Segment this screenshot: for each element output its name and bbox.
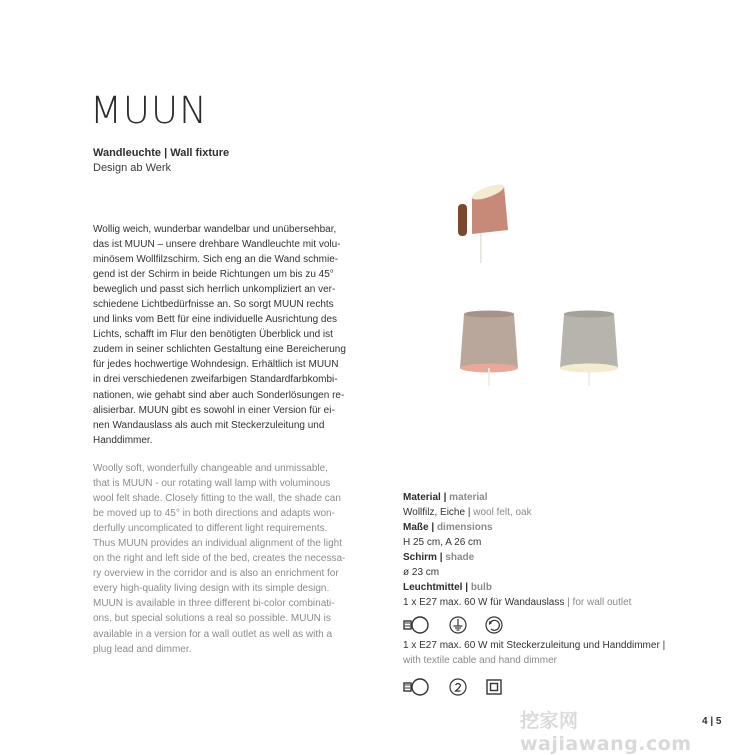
text-line: und links vom Bett für eine individuelle Ausrichtung des [93,314,338,326]
bulb-icon [403,677,431,697]
icon-row-wall-outlet [403,612,665,638]
specifications [403,490,665,700]
text-line: schiedene Lichtbedürfnisse an. So sorgt MUUN rechts [93,299,334,311]
dimensions-value: H 25 cm, A 26 cm [403,537,482,548]
text-line: Thus MUUN provides an individual alignment of the light [93,538,343,550]
text-line: Lichts, schafft im Flur den benötigten Überblick und ist [93,329,333,341]
text-line: be moved up to 45° in both directions and adapts won- [93,508,335,520]
text-line: alisierbar. MUUN gibt es sowohl in einer Version für ei- [93,404,335,416]
text-line: minösem Wollfilzschirm. Sich eng an die Wand schmie- [93,254,339,266]
bulb-option-plug-dimmer: 1 x E27 max. 60 W mit Steckerzuleitung und Handdimmer | [403,640,666,651]
rotatable-icon [485,616,503,634]
divider: | [164,147,168,159]
bulb-option-plug-dimmer-en: with textile cable and hand dimmer [403,655,557,666]
text-line: available in a version for a wall outlet as well as with a [93,628,333,640]
page-title: MUUN [90,89,208,132]
product-type-en: Wall fixture [170,147,230,159]
text-line: Handdimmer. [93,434,153,446]
bulb-option-wall-outlet: 1 x E27 max. 60 W für Wandauslass | for wall outlet [403,597,632,608]
shade-value: ø 23 cm [403,567,440,578]
protection-class-earth-icon [449,616,467,634]
text-line: Wollig weich, wunderbar wandelbar und unübersehbar, [93,224,337,235]
watermark: 挖家网 wajiawang.com [520,710,692,755]
text-line: Woolly soft, wonderfully changeable and unmissable, [93,463,328,474]
text-line: MUUN is available in three different bi-color combinati- [93,598,335,610]
product-type-de: Wandleuchte [93,147,162,159]
material-label: Material | material [403,492,488,503]
text-line: nen Wandauslass als auch mit Steckerzuleitung und [93,419,325,431]
dimensions-label: Maße | dimensions [403,522,493,533]
grey-wall-lamp [558,308,620,388]
material-value: Wollfilz, Eiche | wool felt, oak [403,507,532,518]
bulb-icon [403,615,431,635]
double-insulation-icon [485,678,503,696]
description-english [93,461,383,657]
text-line: wool felt shade. Closely fitting to the wall, the shade can [93,493,341,505]
text-line: beweglich und passt sich herrlich unkompliziert an ver- [93,284,336,296]
product-subtitle [93,146,229,176]
shade-label: Schirm | shade [403,552,475,563]
text-line: every high-quality living design with its simple design. [93,583,330,595]
text-line: nationen, wie gehabt sind aber auch Sonderlösungen re- [93,389,345,401]
designer: Design ab Werk [93,162,172,174]
protection-class-2-icon [449,678,467,696]
text-line: plug lead and dimmer. [93,643,192,655]
text-line: ry overview in the corridor and is also an enrichment for [93,568,339,580]
rose-wall-lamp [450,176,510,268]
bulb-label: Leuchtmittel | bulb [403,582,492,593]
text-line: that is MUUN - our rotating wall lamp with voluminous [93,478,331,490]
taupe-wall-lamp [458,308,520,388]
text-line: für jedes hochwertige Wohndesign. Erhältlich ist MUUN [93,359,339,371]
page-number: 4 | 5 [702,716,722,727]
text-line: in drei verschiedenen zweifarbigen Standardfarbkombi- [93,374,338,386]
text-line: gend ist der Schirm in beide Richtungen um bis zu 45° [93,269,334,281]
text-line: ons, but special solutions a real so possible. MUUN is [93,613,331,625]
description-german [93,222,383,448]
icon-row-plug-dimmer [403,674,665,700]
text-line: derfully uncomplicated to different light requirements. [93,523,328,535]
text-line: das ist MUUN – unsere drehbare Wandleuchte mit volu- [93,239,341,251]
text-line: on the right and left side of the bed, creates the necessa- [93,553,346,565]
text-line: zudem in seiner schlichten Gestaltung eine Bereicherung [93,344,346,356]
